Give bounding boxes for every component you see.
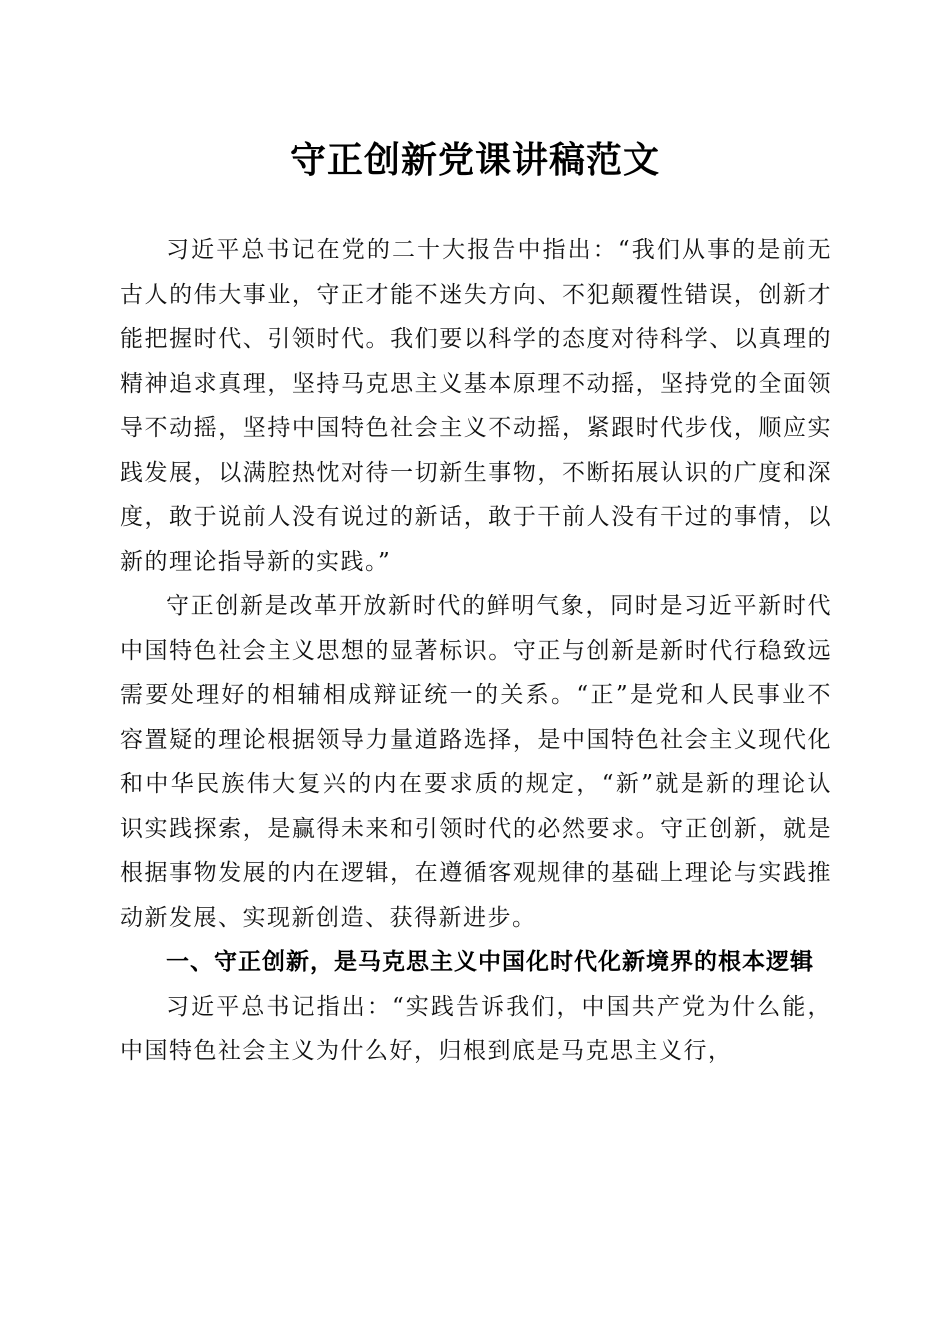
- section-heading-1: 一、守正创新，是马克思主义中国化时代化新境界的根本逻辑: [166, 949, 814, 975]
- paragraph-intro-quote: 习近平总书记在党的二十大报告中指出：“我们从事的是前无古人的伟大事业，守正才能不迷失方向、不犯颠覆性错误，创新才能把握时代、引领时代。我们要以科学的态度对待科学、以真理的精神追求真理，坚持马克思主义基本原理不动摇，坚持党的全面领导不动摇，坚持中国特色社会主义不动摇，紧跟时代步伐，顺应实践发展，以满腔热忱对待一切新生事物，不断拓展认识的广度和深度，敢于说前人没有说过的新话，敢于干前人没有干过的事情，以新的理论指导新的实践。”: [120, 237, 832, 575]
- document-title: 守正创新党课讲稿范文: [289, 139, 660, 181]
- document-body: [120, 228, 832, 1074]
- paragraph-overview: 守正创新是改革开放新时代的鲜明气象，同时是习近平新时代中国特色社会主义思想的显著标识。守正与创新是新时代行稳致远需要处理好的相辅相成辩证统一的关系。“正”是党和人民事业不容置疑的理论根据领导力量道路选择，是中国特色社会主义现代化和中华民族伟大复兴的内在要求质的规定，“新”就是新的理论认识实践探索，是赢得未来和引领时代的必然要求。守正创新，就是根据事物发展的内在逻辑，在遵循客观规律的基础上理论与实践推动新发展、实现新创造、获得新进步。: [120, 593, 832, 931]
- paragraph-section-1: 习近平总书记指出：“实践告诉我们，中国共产党为什么能，中国特色社会主义为什么好，归根到底是马克思主义行，: [120, 993, 832, 1064]
